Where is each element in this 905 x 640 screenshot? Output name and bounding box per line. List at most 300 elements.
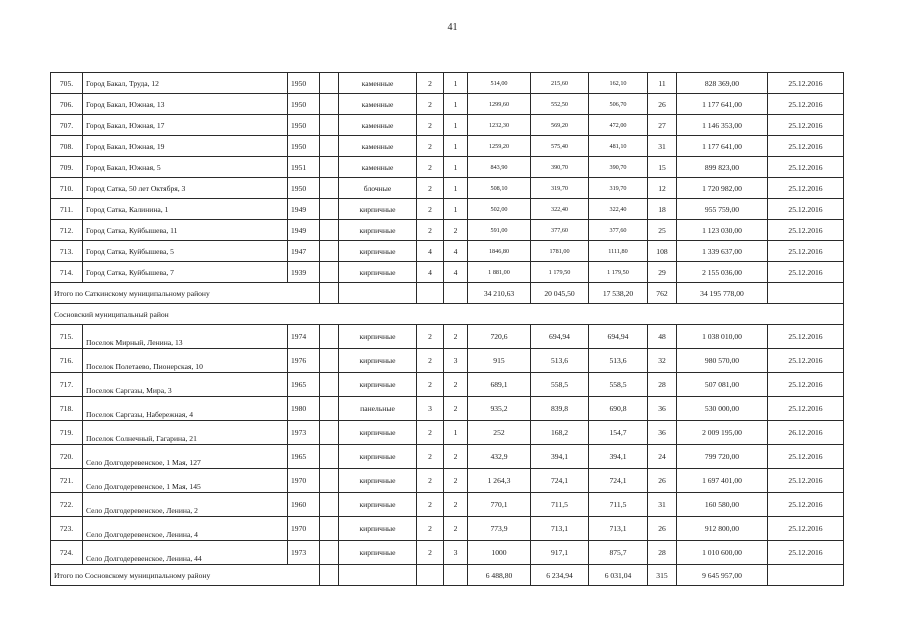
row-number: 706. — [51, 94, 83, 115]
address-cell: Город Сатка, 50 лет Октября, 3 — [83, 178, 288, 199]
floors-cell: 2 — [417, 469, 444, 493]
cost-cell: 899 823,00 — [677, 157, 768, 178]
date-cell: 25.12.2016 — [768, 262, 844, 283]
empty-cell — [320, 397, 339, 421]
area-total-cell: 915 — [468, 349, 531, 373]
cost-cell: 1 146 353,00 — [677, 115, 768, 136]
cost-cell: 1 720 982,00 — [677, 178, 768, 199]
entrances-cell: 3 — [444, 541, 468, 565]
table-row — [51, 199, 844, 220]
material-cell: кирпичные — [339, 469, 417, 493]
empty-cell — [768, 565, 844, 586]
entrances-cell: 2 — [444, 445, 468, 469]
material-cell: каменные — [339, 94, 417, 115]
area-total-cell: 252 — [468, 421, 531, 445]
address-cell: Город Бакал, Южная, 19 — [83, 136, 288, 157]
row-number: 719. — [51, 421, 83, 445]
table-row — [51, 94, 844, 115]
material-cell: кирпичные — [339, 262, 417, 283]
material-cell: кирпичные — [339, 325, 417, 349]
address-cell: Город Сатка, Куйбышева, 7 — [83, 262, 288, 283]
area-apartments-cell: 558,5 — [589, 373, 648, 397]
empty-cell — [320, 136, 339, 157]
year-cell: 1939 — [288, 262, 320, 283]
material-cell: кирпичные — [339, 493, 417, 517]
satka-rows — [51, 73, 844, 283]
year-cell: 1965 — [288, 373, 320, 397]
year-cell: 1973 — [288, 421, 320, 445]
cost-cell: 1 177 641,00 — [677, 136, 768, 157]
empty-cell — [320, 262, 339, 283]
date-cell: 25.12.2016 — [768, 241, 844, 262]
area-total-cell: 770,1 — [468, 493, 531, 517]
empty-cell — [320, 421, 339, 445]
row-number: 720. — [51, 445, 83, 469]
year-cell: 1949 — [288, 199, 320, 220]
entrances-cell: 4 — [444, 241, 468, 262]
area-living-cell: 575,40 — [531, 136, 589, 157]
date-cell: 25.12.2016 — [768, 517, 844, 541]
people-cell: 32 — [648, 349, 677, 373]
material-cell: каменные — [339, 73, 417, 94]
material-cell: кирпичные — [339, 199, 417, 220]
year-cell: 1949 — [288, 220, 320, 241]
row-number: 711. — [51, 199, 83, 220]
year-cell: 1950 — [288, 136, 320, 157]
material-cell: кирпичные — [339, 241, 417, 262]
floors-cell: 4 — [417, 262, 444, 283]
entrances-cell: 1 — [444, 178, 468, 199]
address-cell: Город Сатка, Калинина, 1 — [83, 199, 288, 220]
area-total-cell: 508,10 — [468, 178, 531, 199]
people-cell: 24 — [648, 445, 677, 469]
area-total-cell: 1232,30 — [468, 115, 531, 136]
people-cell: 31 — [648, 136, 677, 157]
date-cell: 25.12.2016 — [768, 199, 844, 220]
entrances-cell: 3 — [444, 349, 468, 373]
row-number: 713. — [51, 241, 83, 262]
area-total-cell: 1846,80 — [468, 241, 531, 262]
area-living-cell: 558,5 — [531, 373, 589, 397]
empty-cell — [320, 493, 339, 517]
material-cell: кирпичные — [339, 349, 417, 373]
area-living-cell: 1781,00 — [531, 241, 589, 262]
area-apartments-cell: 724,1 — [589, 469, 648, 493]
empty-cell — [320, 157, 339, 178]
year-cell: 1960 — [288, 493, 320, 517]
people-cell: 29 — [648, 262, 677, 283]
date-cell: 25.12.2016 — [768, 325, 844, 349]
cost-cell: 955 759,00 — [677, 199, 768, 220]
date-cell: 25.12.2016 — [768, 445, 844, 469]
year-cell: 1973 — [288, 541, 320, 565]
address-cell: Город Бакал, Южная, 5 — [83, 157, 288, 178]
material-cell: кирпичные — [339, 541, 417, 565]
address-cell: Город Бакал, Южная, 17 — [83, 115, 288, 136]
entrances-cell: 4 — [444, 262, 468, 283]
year-cell: 1950 — [288, 178, 320, 199]
row-number: 723. — [51, 517, 83, 541]
people-cell: 26 — [648, 94, 677, 115]
area-apartments-cell: 481,10 — [589, 136, 648, 157]
empty-cell — [339, 283, 417, 304]
area-living-cell: 513,6 — [531, 349, 589, 373]
year-cell: 1980 — [288, 397, 320, 421]
address-cell: Село Долгодеревенское, Ленина, 4 — [83, 517, 288, 541]
row-number: 705. — [51, 73, 83, 94]
year-cell: 1950 — [288, 115, 320, 136]
cost-cell: 1 177 641,00 — [677, 94, 768, 115]
area-apartments-cell: 713,1 — [589, 517, 648, 541]
floors-cell: 2 — [417, 136, 444, 157]
table-row — [51, 541, 844, 565]
table-row — [51, 397, 844, 421]
total-cost: 34 195 778,00 — [677, 283, 768, 304]
area-total-cell: 1259,20 — [468, 136, 531, 157]
area-apartments-cell: 1 179,50 — [589, 262, 648, 283]
year-cell: 1970 — [288, 469, 320, 493]
empty-cell — [320, 541, 339, 565]
material-cell: каменные — [339, 136, 417, 157]
people-cell: 12 — [648, 178, 677, 199]
entrances-cell: 2 — [444, 373, 468, 397]
floors-cell: 2 — [417, 325, 444, 349]
empty-cell — [320, 349, 339, 373]
entrances-cell: 1 — [444, 115, 468, 136]
cost-cell: 530 000,00 — [677, 397, 768, 421]
row-number: 715. — [51, 325, 83, 349]
empty-cell — [320, 325, 339, 349]
area-apartments-cell: 394,1 — [589, 445, 648, 469]
empty-cell — [320, 565, 339, 586]
year-cell: 1965 — [288, 445, 320, 469]
row-number: 721. — [51, 469, 83, 493]
entrances-cell: 2 — [444, 493, 468, 517]
cost-cell: 1 038 010,00 — [677, 325, 768, 349]
empty-cell — [444, 565, 468, 586]
people-cell: 25 — [648, 220, 677, 241]
area-apartments-cell: 162,10 — [589, 73, 648, 94]
area-total-cell: 502,00 — [468, 199, 531, 220]
empty-cell — [417, 283, 444, 304]
area-apartments-cell: 154,7 — [589, 421, 648, 445]
empty-cell — [417, 565, 444, 586]
table-row — [51, 262, 844, 283]
table-row — [51, 445, 844, 469]
cost-cell: 1 123 030,00 — [677, 220, 768, 241]
material-cell: кирпичные — [339, 517, 417, 541]
total-area-living: 20 045,50 — [531, 283, 589, 304]
area-total-cell: 591,00 — [468, 220, 531, 241]
area-living-cell: 711,5 — [531, 493, 589, 517]
table-row — [51, 115, 844, 136]
area-living-cell: 917,1 — [531, 541, 589, 565]
entrances-cell: 1 — [444, 199, 468, 220]
floors-cell: 4 — [417, 241, 444, 262]
cost-cell: 799 720,00 — [677, 445, 768, 469]
area-apartments-cell: 694,94 — [589, 325, 648, 349]
table-row — [51, 241, 844, 262]
floors-cell: 2 — [417, 517, 444, 541]
table-row — [51, 517, 844, 541]
people-cell: 27 — [648, 115, 677, 136]
housing-table — [50, 72, 844, 586]
address-cell: Село Долгодеревенское, 1 Мая, 145 — [83, 469, 288, 493]
row-number: 708. — [51, 136, 83, 157]
row-number: 724. — [51, 541, 83, 565]
total-area-total: 34 210,63 — [468, 283, 531, 304]
area-living-cell: 569,20 — [531, 115, 589, 136]
area-apartments-cell: 875,7 — [589, 541, 648, 565]
row-number: 722. — [51, 493, 83, 517]
people-cell: 28 — [648, 373, 677, 397]
floors-cell: 2 — [417, 421, 444, 445]
area-apartments-cell: 506,70 — [589, 94, 648, 115]
sosnovsky-rows — [51, 325, 844, 565]
area-living-cell: 713,1 — [531, 517, 589, 541]
entrances-cell: 2 — [444, 220, 468, 241]
people-cell: 18 — [648, 199, 677, 220]
cost-cell: 980 570,00 — [677, 349, 768, 373]
row-number: 710. — [51, 178, 83, 199]
area-apartments-cell: 472,00 — [589, 115, 648, 136]
area-apartments-cell: 711,5 — [589, 493, 648, 517]
people-cell: 28 — [648, 541, 677, 565]
row-number: 714. — [51, 262, 83, 283]
area-total-cell: 514,00 — [468, 73, 531, 94]
area-total-cell: 689,1 — [468, 373, 531, 397]
area-apartments-cell: 322,40 — [589, 199, 648, 220]
cost-cell: 1 697 401,00 — [677, 469, 768, 493]
area-living-cell: 390,70 — [531, 157, 589, 178]
date-cell: 25.12.2016 — [768, 469, 844, 493]
area-total-cell: 843,90 — [468, 157, 531, 178]
table-row — [51, 178, 844, 199]
floors-cell: 2 — [417, 445, 444, 469]
section-heading: Сосновский муниципальный район — [51, 304, 844, 325]
area-total-cell: 720,6 — [468, 325, 531, 349]
empty-cell — [320, 115, 339, 136]
date-cell: 25.12.2016 — [768, 397, 844, 421]
entrances-cell: 1 — [444, 157, 468, 178]
cost-cell: 2 009 195,00 — [677, 421, 768, 445]
address-cell: Поселок Полетаево, Пионерская, 10 — [83, 349, 288, 373]
floors-cell: 2 — [417, 493, 444, 517]
material-cell: блочные — [339, 178, 417, 199]
entrances-cell: 2 — [444, 517, 468, 541]
address-cell: Поселок Солнечный, Гагарина, 21 — [83, 421, 288, 445]
year-cell: 1976 — [288, 349, 320, 373]
material-cell: кирпичные — [339, 421, 417, 445]
material-cell: каменные — [339, 157, 417, 178]
total-area-apartments: 17 538,20 — [589, 283, 648, 304]
address-cell: Город Бакал, Южная, 13 — [83, 94, 288, 115]
total-cost: 9 645 957,00 — [677, 565, 768, 586]
empty-cell — [768, 283, 844, 304]
total-row-satka — [51, 283, 844, 304]
area-living-cell: 319,70 — [531, 178, 589, 199]
area-living-cell: 839,8 — [531, 397, 589, 421]
empty-cell — [320, 517, 339, 541]
people-cell: 15 — [648, 157, 677, 178]
table-row — [51, 220, 844, 241]
row-number: 709. — [51, 157, 83, 178]
floors-cell: 3 — [417, 397, 444, 421]
people-cell: 36 — [648, 421, 677, 445]
people-cell: 26 — [648, 517, 677, 541]
area-living-cell: 552,50 — [531, 94, 589, 115]
entrances-cell: 2 — [444, 325, 468, 349]
year-cell: 1951 — [288, 157, 320, 178]
area-living-cell: 215,60 — [531, 73, 589, 94]
date-cell: 25.12.2016 — [768, 541, 844, 565]
area-living-cell: 322,40 — [531, 199, 589, 220]
empty-cell — [320, 445, 339, 469]
empty-cell — [320, 283, 339, 304]
empty-cell — [339, 565, 417, 586]
total-area-apartments: 6 031,04 — [589, 565, 648, 586]
row-number: 717. — [51, 373, 83, 397]
people-cell: 26 — [648, 469, 677, 493]
total-people: 315 — [648, 565, 677, 586]
empty-cell — [320, 469, 339, 493]
date-cell: 26.12.2016 — [768, 421, 844, 445]
year-cell: 1970 — [288, 517, 320, 541]
date-cell: 25.12.2016 — [768, 136, 844, 157]
material-cell: каменные — [339, 115, 417, 136]
floors-cell: 2 — [417, 115, 444, 136]
cost-cell: 507 081,00 — [677, 373, 768, 397]
page-number: 41 — [447, 22, 458, 33]
entrances-cell: 1 — [444, 73, 468, 94]
people-cell: 36 — [648, 397, 677, 421]
area-total-cell: 1 264,3 — [468, 469, 531, 493]
address-cell: Село Долгодеревенское, Ленина, 44 — [83, 541, 288, 565]
cost-cell: 1 010 600,00 — [677, 541, 768, 565]
table-row — [51, 349, 844, 373]
year-cell: 1950 — [288, 94, 320, 115]
cost-cell: 1 339 637,00 — [677, 241, 768, 262]
table-row — [51, 373, 844, 397]
floors-cell: 2 — [417, 178, 444, 199]
floors-cell: 2 — [417, 349, 444, 373]
date-cell: 25.12.2016 — [768, 115, 844, 136]
row-number: 716. — [51, 349, 83, 373]
empty-cell — [320, 94, 339, 115]
entrances-cell: 2 — [444, 469, 468, 493]
date-cell: 25.12.2016 — [768, 373, 844, 397]
floors-cell: 2 — [417, 157, 444, 178]
people-cell: 11 — [648, 73, 677, 94]
entrances-cell: 2 — [444, 397, 468, 421]
empty-cell — [320, 199, 339, 220]
total-area-living: 6 234,94 — [531, 565, 589, 586]
table-row — [51, 469, 844, 493]
address-cell: Город Сатка, Куйбышева, 11 — [83, 220, 288, 241]
table-row — [51, 157, 844, 178]
area-living-cell: 1 179,50 — [531, 262, 589, 283]
material-cell: кирпичные — [339, 220, 417, 241]
address-cell: Поселок Саргазы, Мира, 3 — [83, 373, 288, 397]
table-row — [51, 421, 844, 445]
total-row-sosnovsky — [51, 565, 844, 586]
people-cell: 108 — [648, 241, 677, 262]
cost-cell: 912 800,00 — [677, 517, 768, 541]
year-cell: 1950 — [288, 73, 320, 94]
year-cell: 1974 — [288, 325, 320, 349]
area-total-cell: 1 881,00 — [468, 262, 531, 283]
empty-cell — [444, 283, 468, 304]
entrances-cell: 1 — [444, 136, 468, 157]
entrances-cell: 1 — [444, 421, 468, 445]
floors-cell: 2 — [417, 94, 444, 115]
cost-cell: 828 369,00 — [677, 73, 768, 94]
total-area-total: 6 488,80 — [468, 565, 531, 586]
area-living-cell: 168,2 — [531, 421, 589, 445]
empty-cell — [320, 73, 339, 94]
row-number: 718. — [51, 397, 83, 421]
area-living-cell: 724,1 — [531, 469, 589, 493]
date-cell: 25.12.2016 — [768, 178, 844, 199]
section-row — [51, 304, 844, 325]
area-total-cell: 432,9 — [468, 445, 531, 469]
floors-cell: 2 — [417, 73, 444, 94]
area-living-cell: 394,1 — [531, 445, 589, 469]
area-apartments-cell: 319,70 — [589, 178, 648, 199]
area-apartments-cell: 690,8 — [589, 397, 648, 421]
date-cell: 25.12.2016 — [768, 220, 844, 241]
table-row — [51, 493, 844, 517]
area-apartments-cell: 377,60 — [589, 220, 648, 241]
address-cell: Село Долгодеревенское, 1 Мая, 127 — [83, 445, 288, 469]
cost-cell: 160 580,00 — [677, 493, 768, 517]
address-cell: Город Сатка, Куйбышева, 5 — [83, 241, 288, 262]
area-total-cell: 1000 — [468, 541, 531, 565]
empty-cell — [320, 373, 339, 397]
total-label: Итого по Сосновскому муниципальному району — [51, 565, 320, 586]
total-people: 762 — [648, 283, 677, 304]
date-cell: 25.12.2016 — [768, 493, 844, 517]
table-row — [51, 325, 844, 349]
area-living-cell: 694,94 — [531, 325, 589, 349]
row-number: 712. — [51, 220, 83, 241]
area-total-cell: 773,9 — [468, 517, 531, 541]
material-cell: панельные — [339, 397, 417, 421]
date-cell: 25.12.2016 — [768, 94, 844, 115]
area-total-cell: 1299,60 — [468, 94, 531, 115]
empty-cell — [320, 178, 339, 199]
floors-cell: 2 — [417, 220, 444, 241]
area-apartments-cell: 513,6 — [589, 349, 648, 373]
total-label: Итого по Саткинскому муниципальному району — [51, 283, 320, 304]
row-number: 707. — [51, 115, 83, 136]
people-cell: 48 — [648, 325, 677, 349]
date-cell: 25.12.2016 — [768, 157, 844, 178]
address-cell: Село Долгодеревенское, Ленина, 2 — [83, 493, 288, 517]
empty-cell — [320, 220, 339, 241]
address-cell: Поселок Мирный, Ленина, 13 — [83, 325, 288, 349]
entrances-cell: 1 — [444, 94, 468, 115]
area-living-cell: 377,60 — [531, 220, 589, 241]
material-cell: кирпичные — [339, 373, 417, 397]
area-apartments-cell: 1111,80 — [589, 241, 648, 262]
address-cell: Поселок Саргазы, Набережная, 4 — [83, 397, 288, 421]
table-row — [51, 73, 844, 94]
address-cell: Город Бакал, Труда, 12 — [83, 73, 288, 94]
date-cell: 25.12.2016 — [768, 73, 844, 94]
floors-cell: 2 — [417, 541, 444, 565]
area-total-cell: 935,2 — [468, 397, 531, 421]
